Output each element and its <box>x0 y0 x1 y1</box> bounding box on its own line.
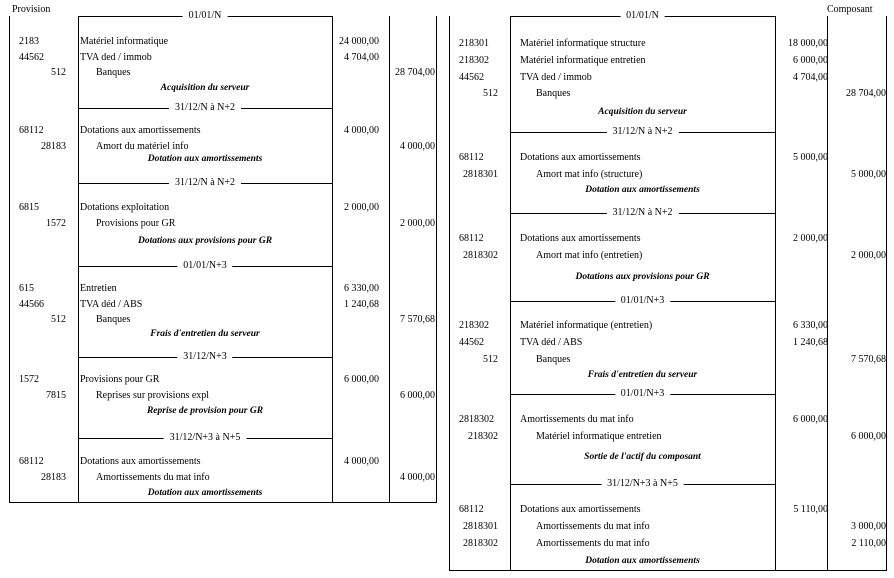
entry-date-header: 01/01/N <box>620 10 665 22</box>
entry-description: Frais d'entretien du serveur <box>150 329 260 339</box>
credit-amount: 4 000,00 <box>400 140 435 152</box>
account-label: Entretien <box>80 283 117 294</box>
debit-amount: 2 000,00 <box>344 202 379 213</box>
account-number: 44566 <box>19 298 44 310</box>
journal-line <box>449 71 886 85</box>
account-label: Dotations aux amortissements <box>520 152 641 163</box>
account-label: Amort mat info (entretien) <box>536 249 643 261</box>
account-number: 218302 <box>459 320 489 331</box>
entry-date-header: 31/12/N à N+2 <box>606 126 678 138</box>
journal-provision <box>9 10 436 502</box>
entry-description: Dotation aux amortissements <box>585 556 700 566</box>
journal-border-left <box>9 16 10 502</box>
debit-amount: 24 000,00 <box>339 36 379 47</box>
account-number: 2818302 <box>463 249 498 261</box>
journal-line <box>449 336 886 350</box>
account-number: 2818301 <box>463 168 498 180</box>
credit-amount: 2 000,00 <box>400 217 435 229</box>
account-number: 68112 <box>459 504 484 515</box>
debit-amount: 4 704,00 <box>344 51 379 63</box>
account-label: Matériel informatique <box>80 36 169 47</box>
account-label: Amortissements du mat info <box>520 414 634 425</box>
column-divider <box>389 16 390 502</box>
entry-date-header: 31/12/N à N+2 <box>169 177 241 189</box>
journal-line <box>449 168 886 182</box>
entry-description: Dotations aux provisions pour GR <box>137 236 273 246</box>
credit-amount: 3 000,00 <box>851 520 886 532</box>
journal-line <box>9 124 436 138</box>
account-number: 44562 <box>19 51 44 63</box>
account-label: TVA ded / immob <box>520 71 592 83</box>
account-number: 512 <box>51 67 66 78</box>
account-number: 1572 <box>19 374 39 385</box>
journal-line <box>449 319 886 333</box>
account-label: Provisions pour GR <box>96 217 176 229</box>
account-label: Matériel informatique structure <box>520 38 646 49</box>
journal-line <box>9 471 436 485</box>
debit-amount: 4 704,00 <box>793 71 828 83</box>
journal-line <box>9 217 436 231</box>
entry-description: Dotation aux amortissements <box>585 185 700 195</box>
account-number: 512 <box>483 353 498 365</box>
account-label: Matériel informatique (entretien) <box>520 320 653 331</box>
journal-border-bottom <box>449 570 887 571</box>
entry-description: Dotation aux amortissements <box>147 488 263 498</box>
journal-composant <box>449 10 886 570</box>
account-number: 218301 <box>459 38 489 49</box>
entry-description: Reprise de provision pour GR <box>146 406 264 416</box>
credit-amount: 4 000,00 <box>400 471 435 483</box>
journal-line <box>9 51 436 65</box>
journal-line <box>9 201 436 215</box>
debit-amount: 2 000,00 <box>793 233 828 244</box>
debit-amount: 6 000,00 <box>344 374 379 385</box>
account-number: 68112 <box>19 125 44 136</box>
journal-line <box>9 455 436 469</box>
account-label: Amortissements du mat info <box>536 520 650 532</box>
account-label: Dotations aux amortissements <box>80 125 201 136</box>
account-number: 44562 <box>459 71 484 83</box>
journal-line <box>449 54 886 68</box>
journal-line <box>449 249 886 263</box>
account-label: Banques <box>536 88 571 100</box>
account-label: Matériel informatique entretien <box>536 430 662 442</box>
debit-amount: 6 330,00 <box>793 320 828 331</box>
credit-amount: 7 570,68 <box>851 353 886 365</box>
account-number: 28183 <box>41 140 66 152</box>
journal-border-right <box>436 16 437 502</box>
debit-amount: 6 000,00 <box>793 54 828 66</box>
account-number: 512 <box>51 314 66 325</box>
account-number: 1572 <box>46 217 66 229</box>
account-number: 615 <box>19 283 34 294</box>
journal-line <box>449 232 886 246</box>
entry-description: Dotations aux provisions pour GR <box>575 272 710 282</box>
account-number: 68112 <box>19 456 44 467</box>
account-label: Banques <box>96 314 131 325</box>
journal-line <box>449 430 886 444</box>
debit-amount: 1 240,68 <box>344 298 379 310</box>
journal-line <box>449 151 886 165</box>
journal-line <box>9 389 436 403</box>
account-label: TVA déd / ABS <box>520 336 583 348</box>
account-number: 7815 <box>46 389 66 401</box>
entry-description: Acquisition du serveur <box>598 107 687 117</box>
credit-amount: 6 000,00 <box>400 389 435 401</box>
journal-line <box>449 503 886 517</box>
credit-amount: 28 704,00 <box>395 67 435 78</box>
journal-line <box>449 537 886 551</box>
journal-line <box>9 298 436 312</box>
account-number: 2818302 <box>463 537 498 549</box>
entry-date-header: 01/01/N+3 <box>177 260 232 272</box>
account-number: 512 <box>483 88 498 100</box>
journal-border-right <box>886 16 887 570</box>
debit-amount: 6 330,00 <box>344 283 379 294</box>
account-label: Dotations exploitation <box>80 202 170 213</box>
account-label: Banques <box>96 67 131 78</box>
account-number: 44562 <box>459 336 484 348</box>
account-label: Banques <box>536 353 571 365</box>
account-number: 28183 <box>41 471 66 483</box>
entry-description: Acquisition du serveur <box>160 83 250 93</box>
account-label: Amortissements du mat info <box>96 471 210 483</box>
title-composant: Composant <box>827 4 873 15</box>
account-label: Matériel informatique entretien <box>520 54 646 66</box>
entry-description: Dotation aux amortissements <box>147 154 263 164</box>
entry-date-header: 31/12/N+3 <box>177 351 232 363</box>
account-label: TVA déd / ABS <box>80 298 143 310</box>
entry-date-header: 31/12/N+3 à N+5 <box>164 432 247 444</box>
debit-amount: 5 110,00 <box>793 504 828 515</box>
account-number: 68112 <box>459 233 484 244</box>
credit-amount: 6 000,00 <box>851 430 886 442</box>
entry-date-header: 01/01/N+3 <box>615 295 670 307</box>
account-number: 218302 <box>459 54 489 66</box>
account-number: 2818302 <box>459 414 494 425</box>
credit-amount: 7 570,68 <box>400 314 435 325</box>
credit-amount: 5 000,00 <box>851 168 886 180</box>
account-label: TVA ded / immob <box>80 51 152 63</box>
debit-amount: 4 000,00 <box>344 456 379 467</box>
account-label: Provisions pour GR <box>80 374 160 385</box>
account-label: Amort mat info (structure) <box>536 168 643 180</box>
entry-date-header: 01/01/N <box>183 10 228 22</box>
journal-line <box>449 520 886 534</box>
journal-line <box>449 87 886 101</box>
journal-line <box>9 373 436 387</box>
account-number: 218302 <box>468 430 498 442</box>
debit-amount: 5 000,00 <box>793 152 828 163</box>
account-number: 68112 <box>459 152 484 163</box>
title-provision: Provision <box>12 4 51 15</box>
account-label: Dotations aux amortissements <box>520 233 641 244</box>
account-label: Dotations aux amortissements <box>520 504 641 515</box>
journal-line <box>449 37 886 51</box>
debit-amount: 1 240,68 <box>793 336 828 348</box>
credit-amount: 2 000,00 <box>851 249 886 261</box>
debit-amount: 4 000,00 <box>344 125 379 136</box>
entry-date-header: 31/12/N à N+2 <box>169 102 241 114</box>
journal-line <box>9 313 436 327</box>
debit-amount: 6 000,00 <box>793 414 828 425</box>
account-label: Reprises sur provisions expl <box>96 389 210 401</box>
journal-line <box>9 35 436 49</box>
journal-line <box>449 413 886 427</box>
journal-line <box>9 66 436 80</box>
journal-border-bottom <box>9 502 437 503</box>
account-label: Dotations aux amortissements <box>80 456 201 467</box>
account-label: Amort du matériel info <box>96 140 189 152</box>
credit-amount: 28 704,00 <box>846 88 886 100</box>
journal-line <box>449 353 886 367</box>
debit-amount: 18 000,00 <box>788 38 828 49</box>
entry-date-header: 31/12/N+3 à N+5 <box>601 478 684 490</box>
journal-line <box>9 282 436 296</box>
entry-date-header: 31/12/N à N+2 <box>606 207 678 219</box>
account-label: Amortissements du mat info <box>536 537 650 549</box>
column-divider <box>332 16 333 502</box>
account-number: 6815 <box>19 202 39 213</box>
credit-amount: 2 110,00 <box>851 537 886 549</box>
entry-description: Frais d'entretien du serveur <box>587 370 698 380</box>
account-number: 2183 <box>19 36 39 47</box>
entry-date-header: 01/01/N+3 <box>615 388 670 400</box>
entry-description: Sortie de l'actif du composant <box>584 452 701 462</box>
account-number: 2818301 <box>463 520 498 532</box>
